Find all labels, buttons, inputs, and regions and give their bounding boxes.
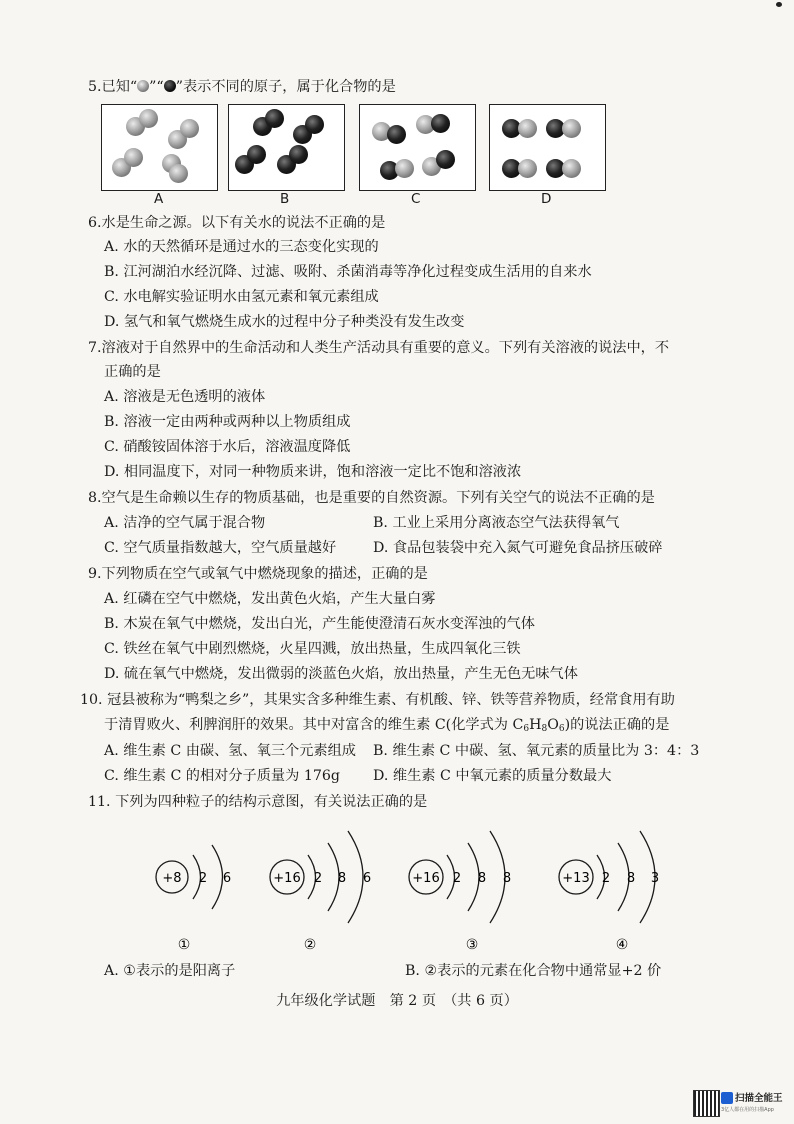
- box-label-d: D: [541, 191, 552, 207]
- q7-option-a: A. 溶液是无色透明的液体: [104, 389, 266, 405]
- q6-option-c: C. 水电解实验证明水由氢元素和氧元素组成: [104, 289, 379, 305]
- q7-option-b: B. 溶液一定由两种或两种以上物质组成: [104, 414, 351, 430]
- q7-option-d: D. 相同温度下，对同一种物质来讲，饱和溶液一定比不饱和溶液浓: [104, 464, 522, 480]
- dark-atom: [247, 145, 266, 164]
- particle-1-nucleus-charge: +8: [162, 871, 182, 886]
- qr-code-icon: [693, 1090, 720, 1117]
- particle-4-diagram: [559, 831, 659, 953]
- q6-stem: 6.水是生命之源。以下有关水的说法不正确的是: [88, 215, 386, 231]
- particle-3-shell-count: 2: [452, 871, 462, 886]
- particle-3-diagram: [409, 831, 511, 953]
- box-label-a: A: [154, 191, 164, 207]
- q9-option-c: C. 铁丝在氧气中剧烈燃烧，火星四溅，放出热量，生成四氧化三铁: [104, 641, 521, 657]
- particle-1-shell-count: 6: [222, 871, 232, 886]
- molecule-box-b: [228, 104, 345, 191]
- particle-4-shell-count: 3: [650, 871, 660, 886]
- particle-4-shell-count: 8: [626, 871, 636, 886]
- q9-option-b: B. 木炭在氧气中燃烧，发出白光，产生能使澄清石灰水变浑浊的气体: [104, 616, 535, 632]
- particle-3-nucleus-charge: +16: [412, 871, 440, 886]
- q10-stem: 10. 冠县被称为“鸭梨之乡”，其果实含多种维生素、有机酸、锌、铁等营养物质，经常食用有助: [80, 692, 675, 708]
- q8-option-c: C. 空气质量指数越大，空气质量越好: [104, 540, 337, 556]
- q11-option-a: A. ①表示的是阳离子: [104, 963, 236, 979]
- particle-1-shell-count: 2: [198, 871, 208, 886]
- dark-atom: [436, 150, 455, 169]
- q11-stem: 11. 下列为四种粒子的结构示意图，有关说法正确的是: [88, 794, 428, 810]
- scan-speck: [776, 2, 782, 7]
- scanner-watermark: [693, 1090, 783, 1120]
- q9-option-d: D. 硫在氧气中燃烧，发出微弱的淡蓝色火焰，放出热量，产生无色无味气体: [104, 666, 578, 682]
- light-atom: [139, 109, 158, 128]
- particle-structure-diagrams: [0, 815, 794, 960]
- scanner-tagline: 3亿人都在用的扫描App: [721, 1107, 774, 1113]
- particle-2-shell-count: 8: [337, 871, 347, 886]
- particle-1-label: ①: [177, 937, 191, 953]
- particle-2-shell-count: 2: [313, 871, 323, 886]
- q10-option-d: D. 维生素 C 中氧元素的质量分数最大: [373, 768, 612, 784]
- dark-atom: [431, 114, 450, 133]
- light-atom: [562, 159, 581, 178]
- q5-stem: 5.已知“ ”“ ”表示不同的原子，属于化合物的是: [88, 79, 396, 95]
- q10-stem-cont: 于清胃败火、利脾润肝的效果。其中对富含的维生素 C(化学式为 $C_6H_8O_6$)的说法正确的是: [104, 717, 670, 734]
- scanner-app-name: 扫描全能王: [735, 1093, 783, 1104]
- q8-stem: 8.空气是生命赖以生存的物质基础，也是重要的自然资源。下列有关空气的说法不正确的是: [88, 490, 655, 506]
- q7-option-c: C. 硝酸铵固体溶于水后，溶液温度降低: [104, 439, 351, 455]
- q10-option-a: A. 维生素 C 由碳、氢、氧三个元素组成: [104, 743, 356, 759]
- particle-2-shell-count: 6: [362, 871, 372, 886]
- q6-option-a: A. 水的天然循环是通过水的三态变化实现的: [104, 239, 379, 255]
- dark-atom: [387, 125, 406, 144]
- particle-3-shell-count: 8: [477, 871, 487, 886]
- particle-2-shell-arc: [348, 831, 363, 923]
- particle-3-label: ③: [465, 937, 479, 953]
- dark-atom: [305, 115, 324, 134]
- light-atom-icon: [137, 80, 149, 92]
- box-label-b: B: [280, 191, 290, 207]
- molecule-box-d: [489, 104, 606, 191]
- particle-2-label: ②: [303, 937, 317, 953]
- dark-atom: [265, 109, 284, 128]
- q10-option-b: B. 维生素 C 中碳、氢、氧元素的质量比为 3：4：3: [373, 743, 700, 759]
- q8-option-d: D. 食品包装袋中充入氮气可避免食品挤压破碎: [373, 540, 663, 556]
- molecule-box-c: [359, 104, 476, 191]
- particle-3-shell-count: 8: [502, 871, 512, 886]
- q6-option-b: B. 江河湖泊水经沉降、过滤、吸附、杀菌消毒等净化过程变成生活用的自来水: [104, 264, 592, 280]
- dark-atom: [289, 145, 308, 164]
- particle-1-diagram: [156, 845, 231, 953]
- q8-option-b: B. 工业上采用分离液态空气法获得氧气: [373, 515, 620, 531]
- light-atom: [518, 119, 537, 138]
- q11-option-b: B. ②表示的元素在化合物中通常显+2 价: [405, 963, 662, 979]
- light-atom: [518, 159, 537, 178]
- scanner-logo-icon: [721, 1092, 733, 1104]
- q9-option-a: A. 红磷在空气中燃烧，发出黄色火焰，产生大量白雾: [104, 591, 436, 607]
- light-atom: [562, 119, 581, 138]
- light-atom: [180, 119, 199, 138]
- particle-4-label: ④: [615, 937, 629, 953]
- molecule-box-a: [101, 104, 218, 191]
- particle-2-nucleus-charge: +16: [273, 871, 301, 886]
- page-footer: 九年级化学试题 第 2 页 （共 6 页）: [276, 993, 518, 1009]
- particle-1-shell-arc: [212, 845, 223, 909]
- q7-stem-cont: 正确的是: [104, 364, 161, 380]
- box-label-c: C: [411, 191, 421, 207]
- q8-option-a: A. 洁净的空气属于混合物: [104, 515, 266, 531]
- q9-stem: 9.下列物质在空气或氧气中燃烧现象的描述，正确的是: [88, 566, 428, 582]
- particle-4-shell-count: 2: [601, 871, 611, 886]
- light-atom: [124, 148, 143, 167]
- q7-stem: 7.溶液对于自然界中的生命活动和人类生产活动具有重要的意义。下列有关溶液的说法中，不: [88, 340, 670, 356]
- light-atom: [169, 164, 188, 183]
- q6-option-d: D. 氢气和氧气燃烧生成水的过程中分子种类没有发生改变: [104, 314, 465, 330]
- particle-4-nucleus-charge: +13: [562, 871, 590, 886]
- light-atom: [395, 159, 414, 178]
- particle-2-diagram: [270, 831, 371, 953]
- q10-option-c: C. 维生素 C 的相对分子质量为 176g: [104, 768, 340, 784]
- dark-atom-icon: [164, 80, 176, 92]
